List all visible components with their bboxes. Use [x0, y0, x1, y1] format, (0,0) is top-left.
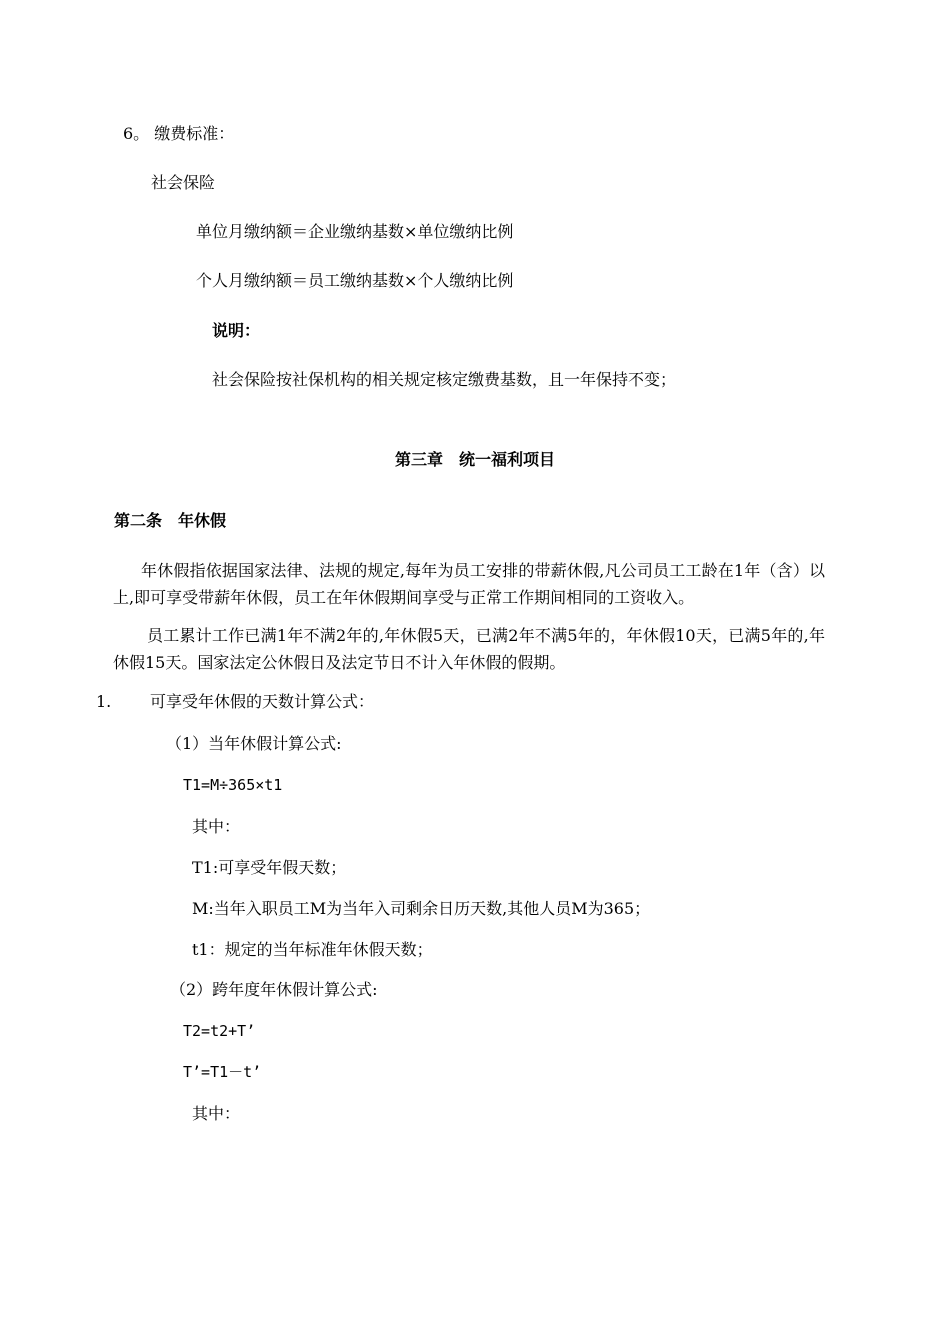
item-6-heading: 6。 缴费标准： — [123, 124, 235, 143]
note-text: 社会保险按社保机构的相关规定核定缴费基数，且一年保持不变； — [212, 370, 677, 389]
formula-t2: T2=t2+T’ — [183, 1022, 256, 1040]
definition-t1: T1:可享受年假天数； — [192, 858, 347, 877]
where-label-2: 其中： — [192, 1104, 241, 1123]
where-label-1: 其中： — [192, 817, 241, 836]
definition-m: M:当年入职员工M为当年入司剩余日历天数,其他人员M为365； — [192, 899, 651, 918]
formula-t-prime: T’=T1－t’ — [183, 1063, 262, 1081]
definition-small-t1: t1：规定的当年标准年休假天数； — [192, 940, 433, 959]
subsection-2-title: （2）跨年度年休假计算公式: — [170, 980, 378, 999]
item-1-text: 可享受年休假的天数计算公式： — [150, 692, 375, 711]
social-insurance-label: 社会保险 — [151, 173, 216, 192]
subsection-1-title: （1）当年休假计算公式: — [166, 734, 342, 753]
formula-t1: T1=M÷365×t1 — [183, 776, 283, 794]
note-label: 说明： — [212, 321, 261, 340]
formula-unit-contribution: 单位月缴纳额＝企业缴纳基数×单位缴纳比例 — [196, 222, 514, 241]
item-1-number: 1. — [96, 692, 112, 711]
article-title: 第二条 年休假 — [114, 511, 227, 530]
formula-personal-contribution: 个人月缴纳额＝员工缴纳基数×个人缴纳比例 — [196, 271, 514, 290]
paragraph-annual-leave-days: 员工累计工作已满1年不满2年的,年休假5天，已满2年不满5年的，年休假10天，已满5年的,年休假15天。国家法定公休假日及法定节日不计入年休假的假期。 — [113, 626, 825, 672]
chapter-title: 第三章 统一福利项目 — [394, 450, 555, 469]
paragraph-annual-leave-definition: 年休假指依据国家法律、法规的规定,每年为员工安排的带薪休假,凡公司员工工龄在1年（含）以上,即可享受带薪年休假，员工在年休假期间享受与正常工作期间相同的工资收入。 — [113, 561, 825, 607]
